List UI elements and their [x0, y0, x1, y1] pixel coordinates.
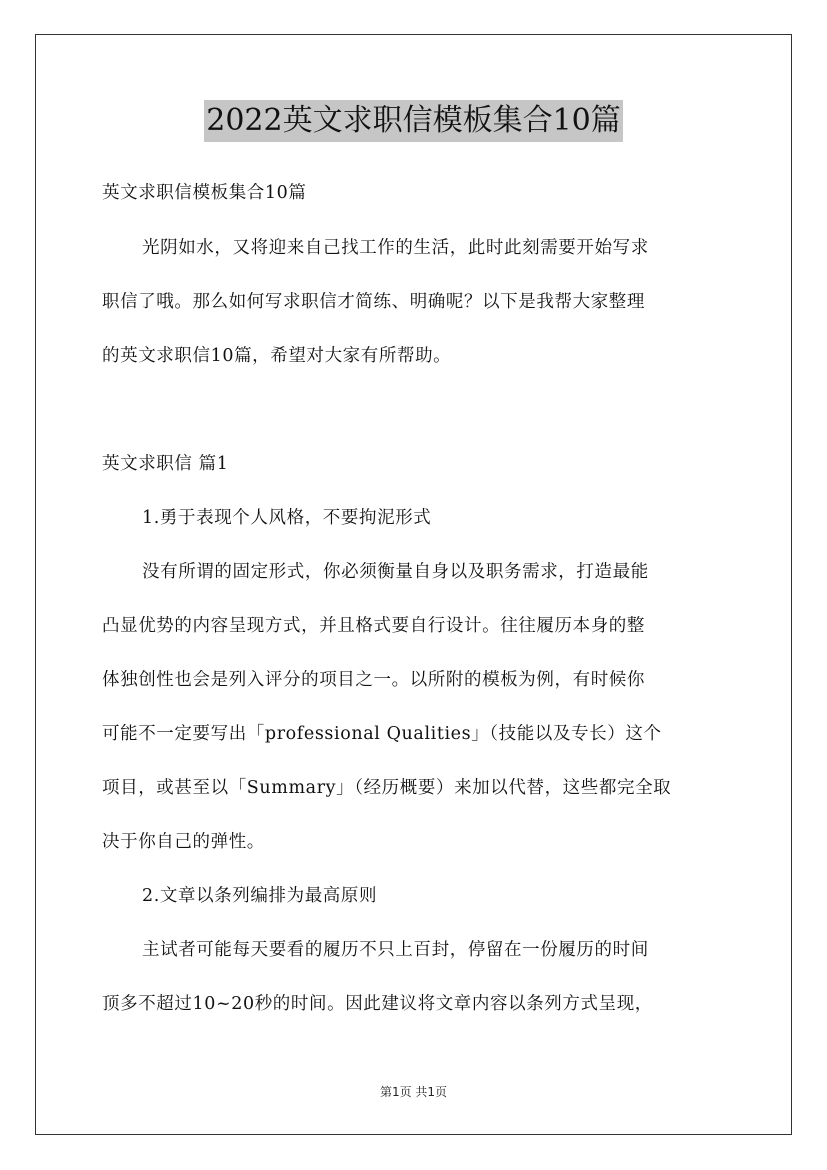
point2-body-line-2: 顶多不超过10~20秒的时间。因此建议将文章内容以条列方式呈现，: [102, 994, 653, 1014]
document-title-wrapper: [0, 100, 827, 142]
intro-line-2: 职信了哦。那么如何写求职信才简练、明确呢？以下是我帮大家整理: [102, 292, 645, 312]
page-footer: 第1页 共1页: [379, 1085, 448, 1099]
point2-heading: 2.文章以条列编排为最高原则: [142, 886, 378, 906]
document-title: 2022英文求职信模板集合10篇: [204, 100, 623, 142]
intro-line-1: 光阴如水，又将迎来自己找工作的生活，此时此刻需要开始写求: [142, 238, 649, 258]
point1-heading: 1.勇于表现个人风格，不要拘泥形式: [142, 508, 432, 528]
section-heading: 英文求职信 篇1: [102, 454, 229, 474]
point1-body-line-6: 决于你自己的弹性。: [102, 832, 265, 852]
point1-body-line-5: 项目，或甚至以「Summary」（经历概要）来加以代替，这些都完全取: [102, 778, 672, 798]
point2-body-line-1: 主试者可能每天要看的履历不只上百封，停留在一份履历的时间: [142, 940, 649, 960]
point1-body-line-2: 凸显优势的内容呈现方式，并且格式要自行设计。往往履历本身的整: [102, 616, 645, 636]
point1-body-line-3: 体独创性也会是列入评分的项目之一。以所附的模板为例，有时候你: [102, 670, 645, 690]
document-subtitle: 英文求职信模板集合10篇: [102, 183, 307, 203]
point1-body-line-1: 没有所谓的固定形式，你必须衡量自身以及职务需求，打造最能: [142, 562, 649, 582]
intro-line-3: 的英文求职信10篇，希望对大家有所帮助。: [102, 346, 452, 366]
point1-body-line-4: 可能不一定要写出「professional Qualities」（技能以及专长）这个: [102, 724, 662, 744]
